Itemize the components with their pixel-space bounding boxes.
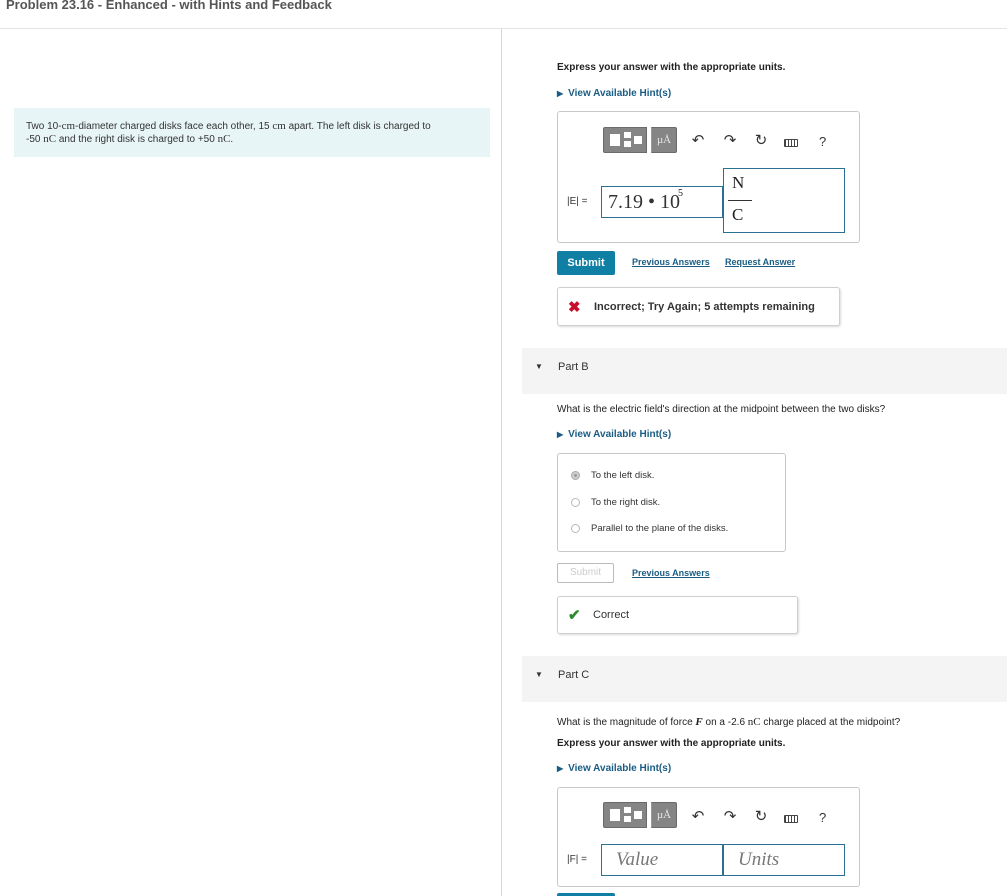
e-field-label: |E| = — [567, 196, 588, 207]
feedback-incorrect: ✖ Incorrect; Try Again; 5 attempts remaining — [557, 287, 840, 326]
templates-button[interactable] — [603, 802, 647, 828]
units-input-c[interactable] — [723, 844, 845, 876]
help-icon[interactable]: ? — [819, 810, 827, 825]
question-c: What is the magnitude of force F on a -2.6 nC charge placed at the midpoint? — [557, 716, 901, 728]
keyboard-icon[interactable] — [784, 815, 798, 823]
reset-icon[interactable]: ↻ — [754, 808, 768, 825]
view-hints-link-b[interactable]: ▶ View Available Hint(s) — [557, 429, 672, 440]
check-icon: ✔ — [568, 607, 581, 624]
feedback-correct: ✔ Correct — [557, 596, 798, 634]
previous-answers-link-b[interactable]: Previous Answers — [632, 568, 710, 578]
units-placeholder: Units — [738, 849, 780, 870]
help-icon[interactable]: ? — [819, 134, 827, 149]
part-b-header[interactable]: ▼ Part B — [522, 348, 1007, 394]
units-button[interactable]: µÅ — [651, 802, 677, 828]
option-parallel[interactable]: Parallel to the plane of the disks. — [591, 523, 729, 534]
unit-numerator: N — [732, 173, 745, 192]
value-placeholder: Value — [616, 849, 659, 870]
redo-icon[interactable]: ↷ — [723, 132, 737, 149]
reset-icon[interactable]: ↻ — [754, 132, 768, 149]
view-hints-link-a[interactable]: ▶ View Available Hint(s) — [557, 88, 672, 99]
value-text: 7.19 • 10 — [608, 191, 681, 213]
radio-right-disk[interactable] — [571, 498, 580, 507]
caret-right-icon: ▶ — [557, 89, 564, 98]
unit-denominator: C — [732, 205, 744, 224]
units-button[interactable]: µÅ — [651, 127, 677, 153]
value-exponent: 5 — [678, 188, 683, 199]
caret-right-icon: ▶ — [557, 764, 564, 773]
undo-icon[interactable]: ↶ — [691, 132, 705, 149]
redo-icon[interactable]: ↷ — [723, 808, 737, 825]
f-label: |F| = — [567, 854, 587, 865]
submit-button-a[interactable]: Submit — [557, 251, 615, 275]
page-title: Problem 23.16 - Enhanced - with Hints and Feedback — [6, 0, 332, 12]
error-x-icon: ✖ — [568, 299, 581, 316]
value-input-a[interactable] — [601, 186, 723, 218]
templates-button[interactable] — [603, 127, 647, 153]
caret-right-icon: ▶ — [557, 430, 564, 439]
problem-statement: Two 10-cm-diameter charged disks face each other, 15 cm apart. The left disk is charged to -50 nC and the right disk is charged to +50 nC. — [14, 108, 490, 157]
header-divider — [0, 28, 1007, 29]
express-instruction-c: Express your answer with the appropriate units. — [557, 738, 786, 749]
request-answer-link[interactable]: Request Answer — [725, 257, 796, 267]
keyboard-icon[interactable] — [784, 139, 798, 147]
express-instruction-a: Express your answer with the appropriate units. — [557, 62, 786, 73]
units-input-a[interactable] — [723, 168, 845, 233]
option-right-disk[interactable]: To the right disk. — [591, 497, 661, 508]
fraction-bar — [728, 200, 752, 201]
previous-answers-link-a[interactable]: Previous Answers — [632, 257, 710, 267]
panel-divider — [501, 29, 502, 896]
caret-down-icon: ▼ — [535, 362, 543, 371]
caret-down-icon: ▼ — [535, 670, 543, 679]
option-left-disk[interactable]: To the left disk. — [591, 470, 655, 481]
view-hints-link-c[interactable]: ▶ View Available Hint(s) — [557, 763, 672, 774]
part-c-header[interactable]: ▼ Part C — [522, 656, 1007, 702]
submit-button-b[interactable]: Submit — [557, 563, 614, 583]
question-b: What is the electric field's direction at the midpoint between the two disks? — [557, 404, 886, 415]
value-input-c[interactable] — [601, 844, 723, 876]
undo-icon[interactable]: ↶ — [691, 808, 705, 825]
radio-left-disk[interactable] — [571, 471, 580, 480]
radio-parallel[interactable] — [571, 524, 580, 533]
